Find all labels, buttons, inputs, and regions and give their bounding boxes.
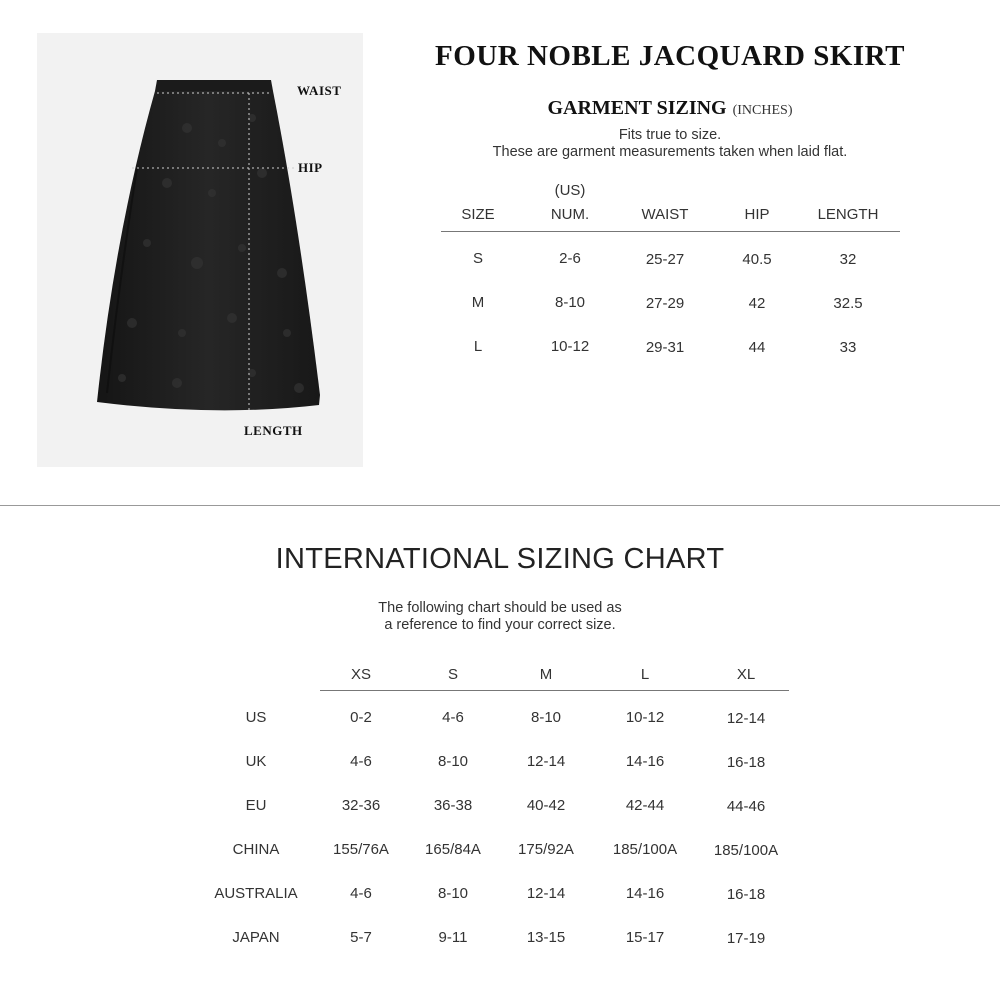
garment-sizing-unit: (INCHES): [732, 103, 793, 118]
intl-table-cell: 0-2: [350, 709, 372, 726]
hip-label: HIP: [298, 160, 323, 175]
intl-table-cell: 5-7: [350, 929, 372, 946]
intl-table-cell: 12-14: [526, 753, 566, 770]
intl-table-cell: 13-15: [526, 929, 566, 946]
intl-table-cell: 14-16: [625, 753, 665, 770]
garment-table-cell: 42: [748, 295, 766, 312]
intl-region-label: EU: [245, 797, 267, 814]
intl-table-cell: 4-6: [350, 753, 372, 770]
skirt-body-shape: [97, 91, 320, 410]
garment-table-cell: 2-6: [559, 250, 581, 267]
intl-column-header: M: [539, 666, 553, 683]
intl-table-cell: 12-14: [726, 710, 766, 727]
garment-table-cell: 27-29: [645, 295, 685, 312]
garment-header-cell: LENGTH: [817, 206, 879, 223]
product-image: [37, 33, 363, 467]
intl-table-cell: 44-46: [726, 798, 766, 815]
international-title: INTERNATIONAL SIZING CHART: [275, 543, 725, 575]
garment-note-line2: These are garment measurements taken when laid flat.: [492, 144, 848, 160]
garment-table-cell: 40.5: [742, 251, 772, 268]
international-note-line2: a reference to find your correct size.: [384, 617, 616, 633]
intl-table-cell: 9-11: [438, 929, 468, 946]
intl-table-cell: 15-17: [625, 929, 665, 946]
intl-table-cell: 14-16: [625, 885, 665, 902]
intl-table-cell: 16-18: [726, 754, 766, 771]
intl-table-cell: 17-19: [726, 930, 766, 947]
garment-sizing-heading: [420, 97, 920, 120]
garment-header-cell: WAIST: [641, 206, 689, 223]
garment-table-cell: 32.5: [833, 295, 863, 312]
intl-region-label: UK: [245, 753, 267, 770]
international-note-line1: The following chart should be used as: [378, 600, 622, 616]
intl-column-header: L: [640, 666, 650, 683]
intl-table-cell: 16-18: [726, 886, 766, 903]
waist-label: WAIST: [297, 83, 342, 98]
garment-table-cell: L: [473, 338, 483, 355]
intl-table-cell: 175/92A: [518, 841, 574, 858]
garment-table-cell: M: [471, 294, 485, 311]
garment-header-rule: [441, 231, 900, 232]
garment-table-cell: S: [472, 250, 483, 267]
intl-header-rule: [320, 690, 789, 691]
waistband-shape: [155, 80, 273, 91]
garment-table-cell: 44: [748, 339, 766, 356]
garment-table-cell: 8-10: [554, 294, 586, 311]
intl-table-cell: 4-6: [442, 709, 464, 726]
garment-header-top: (US): [554, 182, 586, 199]
intl-region-label: AUSTRALIA: [214, 885, 298, 902]
garment-header-cell: SIZE: [461, 206, 495, 223]
garment-table-cell: 33: [839, 339, 857, 356]
intl-table-cell: 32-36: [341, 797, 381, 814]
intl-region-label: US: [245, 709, 267, 726]
intl-table-cell: 8-10: [437, 885, 469, 902]
garment-header-cell: HIP: [744, 206, 770, 223]
intl-column-header: S: [447, 666, 458, 683]
intl-table-cell: 12-14: [526, 885, 566, 902]
intl-table-cell: 10-12: [625, 709, 665, 726]
length-label: LENGTH: [244, 423, 303, 438]
intl-column-header: XS: [350, 666, 371, 683]
garment-table-cell: 32: [839, 251, 857, 268]
intl-table-cell: 155/76A: [333, 841, 389, 858]
intl-region-label: JAPAN: [232, 929, 280, 946]
garment-table-cell: 10-12: [550, 338, 590, 355]
intl-table-cell: 36-38: [433, 797, 473, 814]
product-title: FOUR NOBLE JACQUARD SKIRT: [435, 40, 905, 72]
intl-table-cell: 4-6: [350, 885, 372, 902]
garment-table-cell: 25-27: [645, 251, 685, 268]
intl-column-header: XL: [736, 666, 756, 683]
garment-sizing-title: GARMENT SIZING: [547, 97, 727, 119]
intl-table-cell: 165/84A: [425, 841, 481, 858]
intl-table-cell: 42-44: [625, 797, 665, 814]
intl-table-cell: 8-10: [437, 753, 469, 770]
intl-table-cell: 185/100A: [713, 842, 779, 859]
intl-table-cell: 8-10: [530, 709, 562, 726]
garment-header-cell: NUM.: [550, 206, 590, 223]
section-divider: [0, 505, 1000, 506]
intl-table-cell: 185/100A: [612, 841, 678, 858]
intl-region-label: CHINA: [232, 841, 280, 858]
garment-table-cell: 29-31: [645, 339, 685, 356]
intl-table-cell: 40-42: [526, 797, 566, 814]
garment-note-line1: Fits true to size.: [618, 127, 722, 143]
